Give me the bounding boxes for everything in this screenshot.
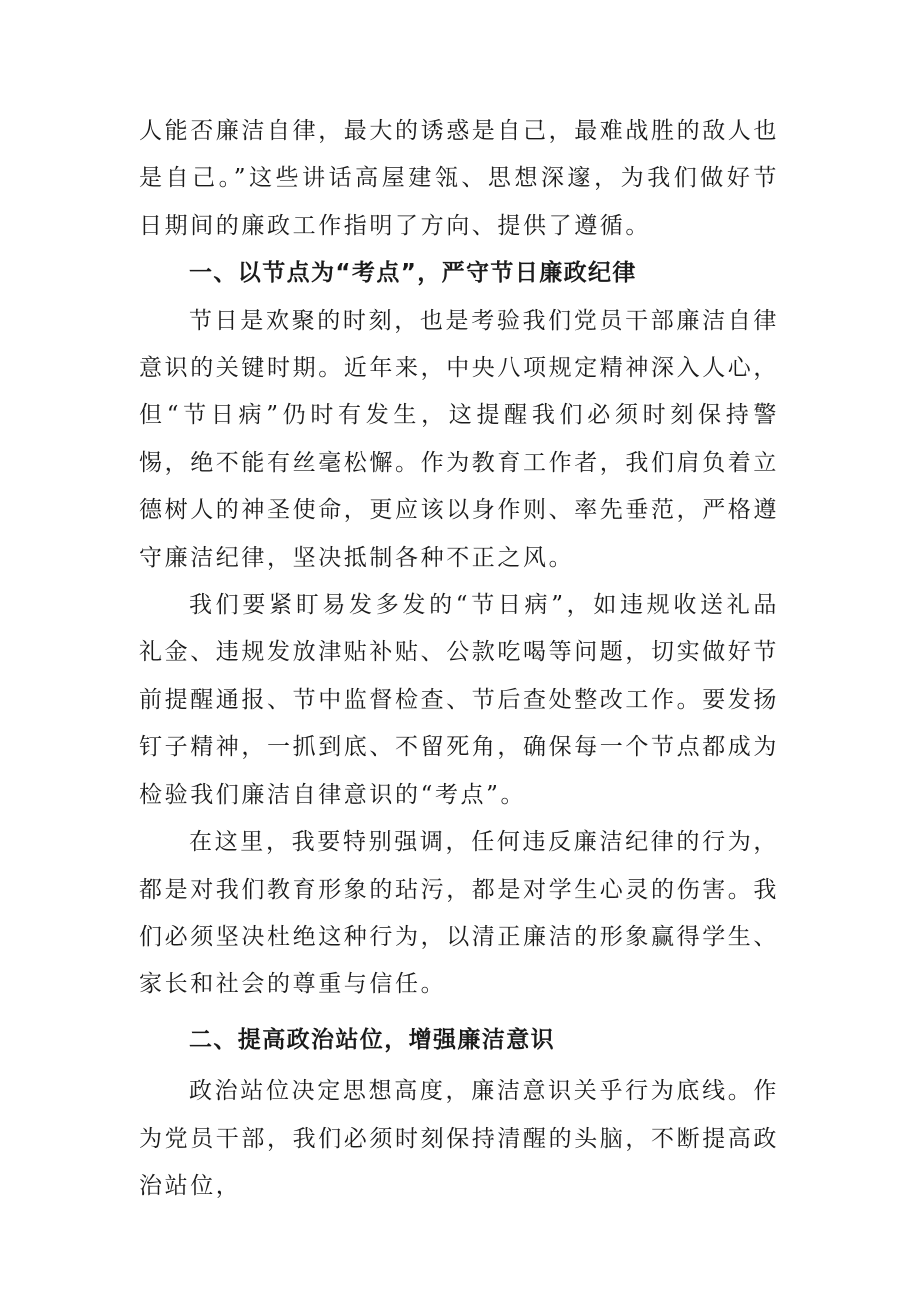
paragraph-continued: 人能否廉洁自律，最大的诱惑是自己，最难战胜的敌人也是自己。”这些讲话高屋建瓴、思想深邃，为我们做好节日期间的廉政工作指明了方向、提供了遵循。 <box>139 118 779 239</box>
paragraph: 政治站位决定思想高度，廉洁意识关乎行为底线。作为党员干部，我们必须时刻保持清醒的头脑，不断提高政治站位， <box>139 1078 779 1199</box>
section-heading-2: 二、提高政治站位，增强廉洁意识 <box>189 1026 555 1053</box>
section-heading-1: 一、以节点为“考点”，严守节日廉政纪律 <box>189 260 637 287</box>
paragraph: 在这里，我要特别强调，任何违反廉洁纪律的行为，都是对我们教育形象的玷污，都是对学生心灵的伤害。我们必须坚决杜绝这种行为，以清正廉洁的形象赢得学生、家长和社会的尊重与信任。 <box>139 829 779 998</box>
paragraph: 我们要紧盯易发多发的“节日病”，如违规收送礼品礼金、违规发放津贴补贴、公款吃喝等问题，切实做好节前提醒通报、节中监督检查、节后查处整改工作。要发扬钉子精神，一抓到底、不留死角，确保每一个节点都成为检验我们廉洁自律意识的“考点”。 <box>139 592 779 808</box>
document-body <box>139 108 779 1210</box>
paragraph: 节日是欢聚的时刻，也是考验我们党员干部廉洁自律意识的关键时期。近年来，中央八项规定精神深入人心，但“节日病”仍时有发生，这提醒我们必须时刻保持警惕，绝不能有丝毫松懈。作为教育工作者，我们肩负着立德树人的神圣使命，更应该以身作则、率先垂范，严格遵守廉洁纪律，坚决抵制各种不正之风。 <box>139 307 779 571</box>
